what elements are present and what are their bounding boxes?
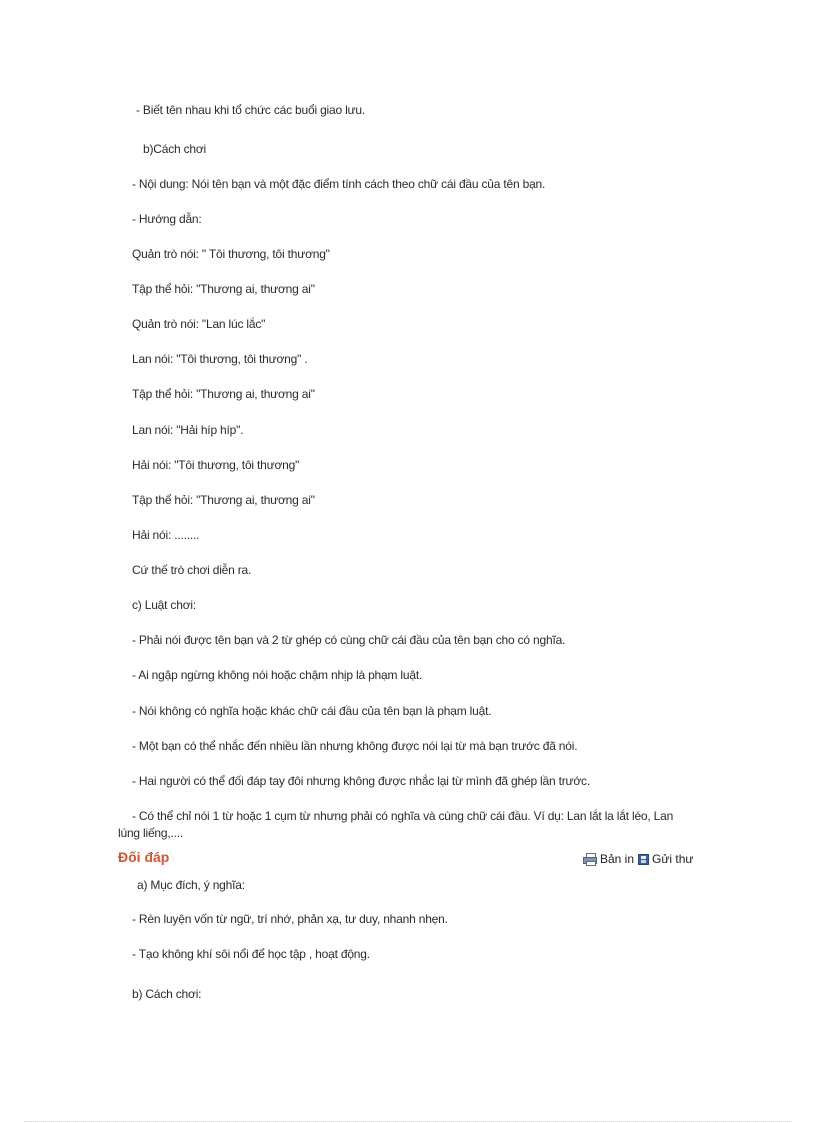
text-line: - Hướng dẫn: (132, 212, 202, 226)
text-line: - Hai người có thể đối đáp tay đôi nhưng không được nhắc lại từ mình đã ghép lần trước. (132, 774, 590, 788)
page-bottom-divider (24, 1121, 792, 1122)
subheading: c) Luật chơi: (132, 598, 196, 612)
text-line: Tập thể hỏi: "Thương ai, thương ai" (132, 493, 315, 507)
save-icon (638, 854, 649, 865)
text-line: - Biết tên nhau khi tổ chức các buổi giao lưu. (136, 103, 366, 117)
text-line: - Ai ngập ngừng không nói hoặc chậm nhịp là phạm luật. (132, 668, 423, 682)
send-label: Gửi thư (652, 852, 694, 866)
text-line: - Một bạn có thể nhắc đến nhiều lần nhưng không được nói lại từ mà bạn trước đã nói. (132, 739, 578, 753)
print-button[interactable] (583, 852, 634, 866)
text-line: - Phải nói được tên bạn và 2 từ ghép có cùng chữ cái đầu của tên bạn cho có nghĩa. (132, 633, 566, 647)
text-line: Hải nói: ........ (132, 528, 200, 542)
text-line: - Tạo không khí sôi nổi để học tập , hoạt động. (132, 947, 370, 961)
text-line: Quản trò nói: "Lan lúc lắc" (132, 317, 266, 331)
text-line: - Nói không có nghĩa hoặc khác chữ cái đầu của tên bạn là phạm luật. (132, 704, 492, 718)
text-line: Cứ thế trò chơi diễn ra. (132, 563, 252, 577)
send-email-button[interactable] (638, 852, 693, 866)
print-label: Bản in (600, 852, 635, 866)
subheading: a) Mục đích, ý nghĩa: (137, 878, 245, 892)
subheading: b) Cách chơi: (132, 987, 202, 1001)
text-line: Lan nói: "Tôi thương, tôi thương" . (132, 352, 308, 366)
text-line: Tập thể hỏi: "Thương ai, thương ai" (132, 282, 315, 296)
text-line: Quản trò nói: " Tôi thương, tôi thương" (132, 247, 330, 261)
printer-icon (583, 853, 597, 865)
text-line: Lan nói: "Hải híp híp". (132, 423, 244, 437)
text-line: Tập thể hỏi: "Thương ai, thương ai" (132, 387, 315, 401)
text-paragraph: - Có thể chỉ nói 1 từ hoặc 1 cụm từ nhưng phải có nghĩa và cùng chữ cái đầu. Ví dụ: Lan lắt la lắt léo, Lan lúng liếng,.... (118, 809, 674, 840)
text-line: - Rèn luyện vốn từ ngữ, trí nhớ, phản xạ, tư duy, nhanh nhẹn. (132, 912, 448, 926)
section-title: Đối đáp (118, 849, 170, 865)
subheading: b)Cách chơi (143, 142, 207, 156)
text-line: Hải nói: "Tôi thương, tôi thương" (132, 458, 300, 472)
article-actions (583, 852, 693, 866)
text-line: - Nội dung: Nói tên bạn và một đặc điểm tính cách theo chữ cái đầu của tên bạn. (132, 177, 546, 191)
